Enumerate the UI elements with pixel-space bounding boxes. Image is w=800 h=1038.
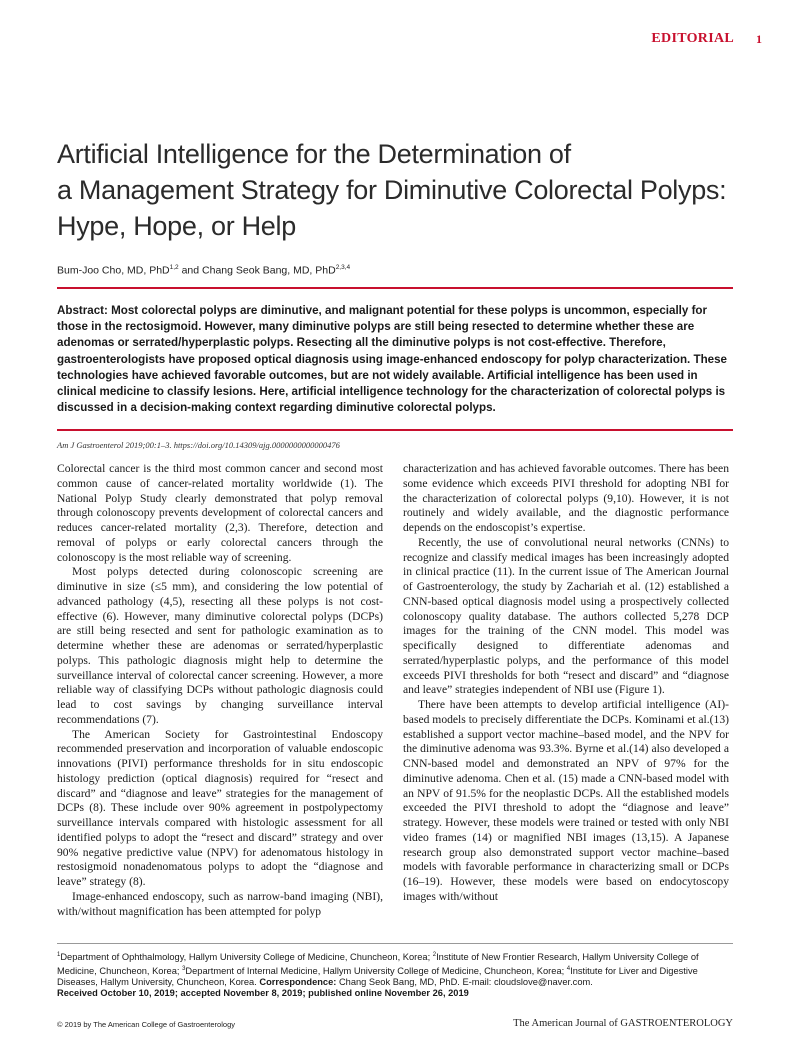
affiliation: Institute for Liver and Digestive Diseases, Hallym University, Chuncheon, Korea. (57, 965, 698, 987)
citation-line[interactable]: Am J Gastroenterol 2019;00:1–3. https://doi.org/10.14309/ajg.0000000000000476 (57, 440, 340, 450)
body-paragraph: There have been attempts to develop artificial intelligence (AI)-based models to precisely differentiate the DCPs. Kominami et al.(13) established a support vector machine–based model, and the NPV for the diminutive adenoma was 93.3%. Byrne et al.(14) also developed a CNN-based model and demonstrated an NPV of 97% for the diminutive adenoma. Chen et al. (15) made a CNN-based model with an NPV of 91.5% for the neoplastic DCPs. All the established models exceeded the PIVI threshold to adopt the “diagnose and leave” strategy. However, these models were trained or tested with only NBI video frames (14) or magnified NBI images (13,15). A Japanese research group also demonstrated support vector machine–based models with favorable performance in characterizing small or DCPs (16–19). However, these models were based on endocytoscopy images with/without (403, 698, 729, 903)
body-paragraph: The American Society for Gastrointestinal Endoscopy recommended preservation and incorporation of valuable endoscopic innovations (PIVI) performance thresholds for in situ endoscopic histology prediction (optical diagnosis) required for “resect and discard” and “diagnose and leave” strategies for the management of DCPs (8). These include over 90% agreement in postpolypectomy surveillance intervals compared with histologic assessment for all identified polyps to adopt the “resect and discard” strategy and over 90% negative predictive value (NPV) for adenomatous histology in restosigmoid nonadenomatous polyps to adopt the “diagnose and leave” strategy (8). (57, 727, 383, 888)
author-name: Chang Seok Bang, MD, PhD (202, 264, 336, 277)
title-line: Artificial Intelligence for the Determination of (57, 139, 571, 169)
journal-name: The American Journal of GASTROENTEROLOGY (513, 1018, 733, 1029)
author-list (57, 264, 350, 277)
body-paragraph: Most polyps detected during colonoscopic screening are diminutive in size (≤5 mm), and considering the low potential of advanced pathology (4,5), resecting all these polyps is not cost-effective (6). However, many diminutive colorectal polyps (DCPs) are still being resected and sent for pathologic examination as to determine whether these are adenomas or serrated/hyperplastic polyps. This pathologic diagnosis might help to determine the surveillance interval of colorectal cancer screening. However, a more reliable way of classifying DCPs without pathologic diagnosis could lead to cost savings by changing surveillance interval recommendations (7). (57, 565, 383, 726)
article-title (57, 136, 757, 244)
body-column-left (57, 462, 383, 919)
title-line: Hype, Hope, or Help (57, 211, 296, 241)
received-dates: Received October 10, 2019; accepted November 8, 2019; published online November 26, 2019 (57, 988, 469, 999)
section-label: EDITORIAL (651, 31, 734, 46)
body-column-right (403, 462, 729, 905)
author-joiner: and (178, 264, 203, 277)
title-line: a Management Strategy for Diminutive Colorectal Polyps: (57, 175, 727, 205)
footnotes (57, 950, 737, 1000)
affiliation: Department of Internal Medicine, Hallym University College of Medicine, Chuncheon, Korea; (185, 965, 567, 976)
copyright: © 2019 by The American College of Gastroenterology (57, 1020, 235, 1029)
abstract: Abstract: Most colorectal polyps are diminutive, and malignant potential for these polyps is uncommon, especially for those in the rectosigmoid. However, many diminutive polyps are still being resected to determine whether these are adenomas or serrated/hyperplastic polyps. Resecting all the diminutive polyps is not cost-effective. Therefore, gastroenterologists have proposed optical diagnosis using image-enhanced endoscopy for polyp characterization. These technologies have achieved favorable outcomes, but are not widely available. Artificial intelligence has been used in clinical medicine to classify lesions. Here, artificial intelligence technology for the characterization of colorectal polyps is discussed in a decision-making context regarding diminutive colorectal polyps. (57, 304, 727, 415)
affiliation: Department of Ophthalmology, Hallym University College of Medicine, Chuncheon, Korea; (60, 952, 433, 963)
correspondence-label: Correspondence: (259, 977, 337, 987)
affiliation-number: 4 (566, 965, 571, 972)
author-affiliation-marker: 2,3,4 (335, 264, 351, 271)
affiliation: Institute of New Frontier Research, Hallym University College of Medicine, Chuncheon, Korea; (57, 952, 699, 976)
body-paragraph: Image-enhanced endoscopy, such as narrow-band imaging (NBI), with/without magnification has been attempted for polyp (57, 889, 383, 918)
divider (57, 287, 733, 289)
page-number: 1 (756, 32, 762, 46)
body-paragraph: Colorectal cancer is the third most common cancer and second most common cause of cancer-related mortality worldwide (1). The National Polyp Study clearly demonstrated that polyp removal through colonoscopy prevents development of colorectal cancers and reduces cancer-related mortality (2,3). Therefore, detection and removal of polyps or early colorectal cancers through the colonoscopy is the most reliable way of screening. (57, 462, 383, 564)
author-affiliation-marker: 1,2 (169, 264, 179, 271)
affiliation-number: 2 (432, 952, 437, 958)
body-paragraph: Recently, the use of convolutional neural networks (CNNs) to recognize and classify medical images has been increasingly adopted in clinical practice (11). In the current issue of The American Journal of Gastroenterology, the study by Zachariah et al. (12) established a CNN-based optical diagnosis model using a prospectively collected colonoscopy quality database. The authors collected 5,278 DCP images for the training of the CNN model. This model was specifically designed to differentiate adenomas and serrated/hyperplastic polyps, and the performance of this model exceeds PIVI thresholds for both “resect and discard” and “diagnose and leave” strategies independent of NBI use (Figure 1). (403, 535, 729, 697)
author-name: Bum-Joo Cho, MD, PhD (57, 264, 170, 277)
affiliation-number: 1 (57, 952, 61, 958)
affiliation-number: 3 (182, 965, 186, 972)
footnote-divider (57, 943, 733, 944)
correspondence: Chang Seok Bang, MD, PhD. E-mail: cloudslove@naver.com. (336, 977, 593, 987)
page-header (0, 0, 800, 60)
body-paragraph: characterization and has achieved favorable outcomes. There has been some evidence which exceeds PIVI threshold for adopting NBI for the characterization of colorectal polyps (9,10). However, it is not routinely and widely available, and the diagnostic performance depends on the endoscopist’s expertise. (403, 462, 729, 534)
divider (57, 429, 733, 431)
